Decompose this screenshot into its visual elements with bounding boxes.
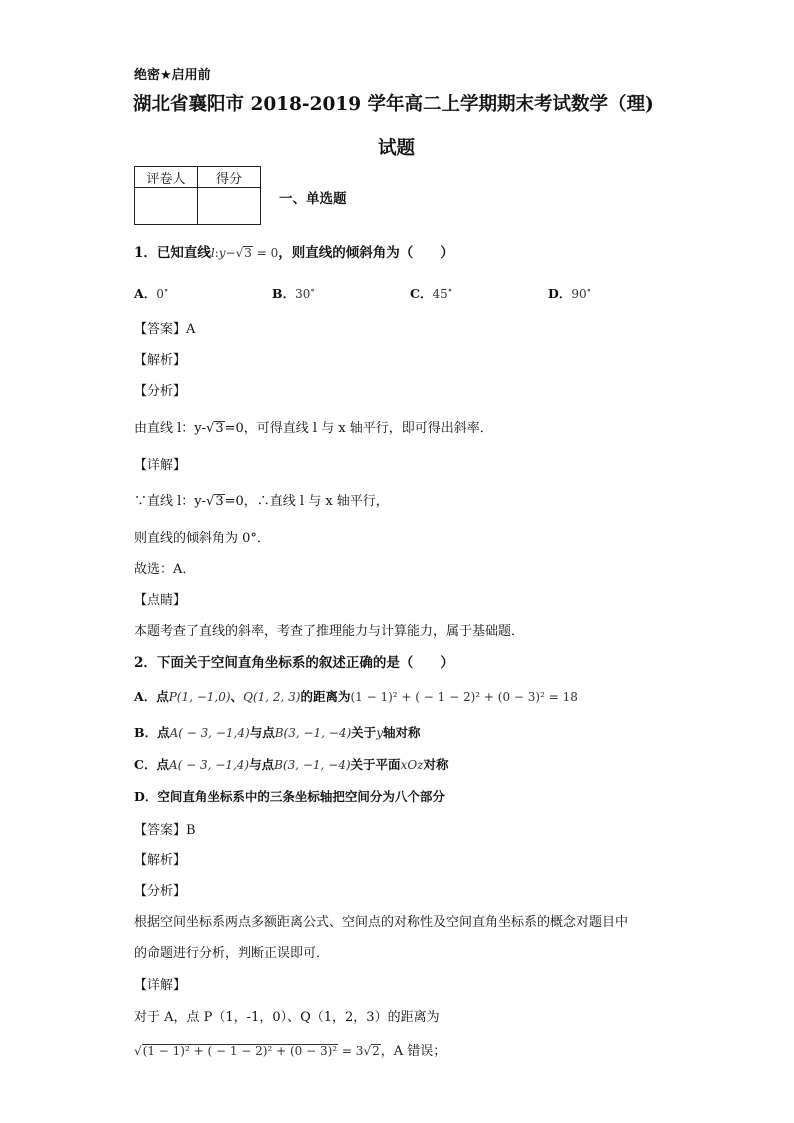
question-1-equation: l:y−√3 = 0 <box>210 246 279 260</box>
score-table-grader-header: 评卷人 <box>135 167 198 188</box>
page-title-line2: 试题 <box>378 138 416 159</box>
question-2-detail-line1: 对于 A，点 P（1，-1，0）、Q（1，2，3）的距离为 <box>134 1010 440 1025</box>
question-1-detail-heading: 【详解】 <box>134 458 187 473</box>
question-2-analysis-line2: 的命题进行分析，判断正误即可． <box>134 946 330 961</box>
question-2-option-c: C．点A( − 3, −1,4)与点B(3, −1, −4)关于平面xOz对称 <box>134 757 449 772</box>
question-2-option-a: A．点P(1, −1,0)、Q(1, 2, 3)的距离为(1 − 1)² + ( − 1 − 2)² + (0 − 3)² = 18 <box>134 689 578 704</box>
question-1-answer: 【答案】A <box>134 322 196 337</box>
question-1-option-a: A．0∘ <box>134 285 169 301</box>
distance-formula: √(1 − 1)² + ( − 1 − 2)² + (0 − 3)² = 3√2 <box>134 1044 380 1058</box>
question-1-detail-line1: ∵直线 l：y-√3=0，∴直线 l 与 x 轴平行， <box>134 494 389 509</box>
question-1-comment: 本题考查了直线的斜率，考查了推理能力与计算能力，属于基础题． <box>134 624 525 639</box>
question-1-option-b: B．30∘ <box>272 285 315 301</box>
question-2-detail-heading: 【详解】 <box>134 978 187 993</box>
question-1-solution-heading: 【解析】 <box>134 353 187 368</box>
question-1-suffix: ，则直线的倾斜角为（ ） <box>278 245 454 261</box>
question-1-detail-line2: 则直线的倾斜角为 0°． <box>134 531 270 546</box>
question-1-analysis: 由直线 l：y-√3=0，可得直线 l 与 x 轴平行，即可得出斜率． <box>134 421 493 436</box>
question-2-analysis-line1: 根据空间坐标系两点多额距离公式、空间点的对称性及空间直角坐标系的概念对题目中 <box>134 915 629 930</box>
score-table-grader-cell <box>135 188 198 225</box>
question-1-comment-heading: 【点睛】 <box>134 593 187 608</box>
question-2-answer: 【答案】B <box>134 823 196 838</box>
question-2-option-d: D．空间直角坐标系中的三条坐标轴把空间分为八个部分 <box>134 789 445 804</box>
score-table-score-header: 得分 <box>198 167 261 188</box>
question-1-option-d: D．90∘ <box>548 285 592 301</box>
question-2-solution-heading: 【解析】 <box>134 853 187 868</box>
section-title: 一、单选题 <box>279 191 347 207</box>
question-2-stem: 2．下面关于空间直角坐标系的叙述正确的是（ ） <box>134 655 454 671</box>
question-1-stem <box>134 241 454 261</box>
score-table-score-cell <box>198 188 261 225</box>
question-1-analysis-heading: 【分析】 <box>134 384 187 399</box>
question-1-option-c: C．45∘ <box>410 285 453 301</box>
question-2-option-b: B．点A( − 3, −1,4)与点B(3, −1, −4)关于y轴对称 <box>134 725 421 740</box>
score-table <box>134 166 261 225</box>
question-2-detail-line2: √(1 − 1)² + ( − 1 − 2)² + (0 − 3)² = 3√2，A 错误； <box>134 1044 447 1059</box>
question-1-prefix: 1．已知直线 <box>134 245 211 261</box>
confidential-mark: 绝密★启用前 <box>134 68 211 83</box>
question-2-analysis-heading: 【分析】 <box>134 884 187 899</box>
page-title: 湖北省襄阳市 2018-2019 学年高二上学期期末考试数学（理) <box>133 94 654 115</box>
question-1-detail-line3: 故选：A． <box>134 562 196 577</box>
